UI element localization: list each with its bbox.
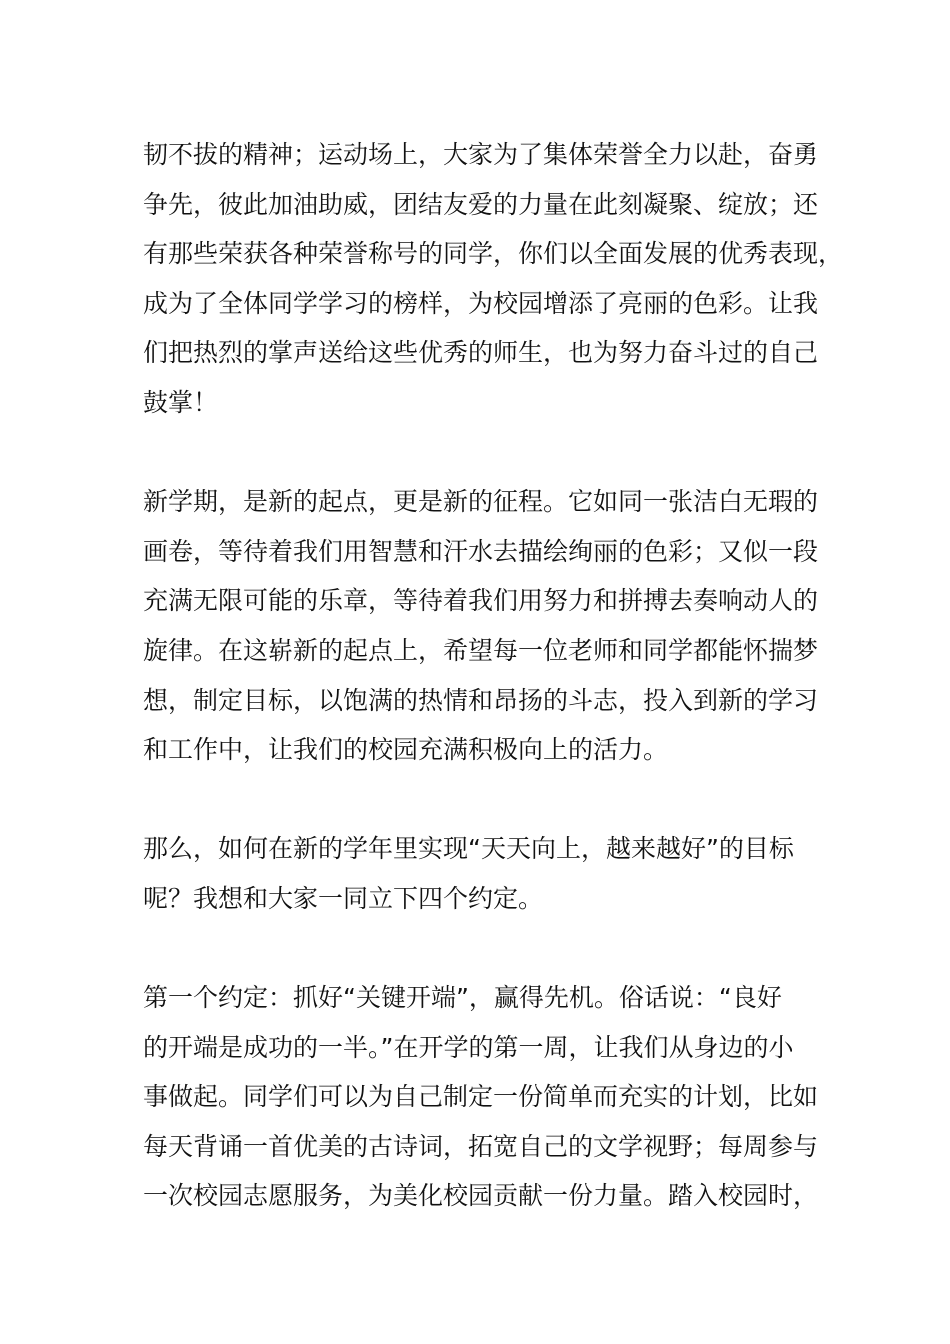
text-line: 新学期，是新的起点，更是新的征程。它如同一张洁白无瑕的 (143, 487, 819, 517)
text-line: 呢？我想和大家一同立下四个约定。 (143, 883, 544, 913)
text-line: 每天背诵一首优美的古诗词，拓宽自己的文学视野；每周参与 (143, 1131, 819, 1161)
text-line: 争先，彼此加油助威，团结友爱的力量在此刻凝聚、绽放；还 (143, 189, 819, 219)
text-line: 韧不拔的精神；运动场上，大家为了集体荣誉全力以赴，奋勇 (143, 140, 819, 169)
document-body (143, 130, 844, 1271)
text-line: 和工作中，让我们的校园充满积极向上的活力。 (143, 735, 669, 765)
paragraph (143, 477, 833, 775)
text-line: 想，制定目标，以饱满的热情和昂扬的斗志，投入到新的学习 (143, 685, 819, 715)
text-line: 的开端是成功的一半。”在开学的第一周，让我们从身边的小 (143, 1032, 794, 1062)
paragraph (143, 973, 833, 1221)
text-line: 事做起。同学们可以为自己制定一份简单而充实的计划，比如 (143, 1082, 819, 1112)
text-line: 成为了全体同学学习的榜样，为校园增添了亮丽的色彩。让我 (143, 288, 819, 318)
text-line: 有那些荣获各种荣誉称号的同学，你们以全面发展的优秀表现， (143, 239, 844, 269)
paragraph (143, 130, 844, 428)
text-line: 鼓掌！ (143, 387, 219, 417)
text-line: 旋律。在这崭新的起点上，希望每一位老师和同学都能怀揣梦 (143, 635, 819, 665)
text-line: 们把热烈的掌声送给这些优秀的师生，也为努力奋斗过的自己 (143, 338, 819, 368)
paragraph (143, 824, 833, 923)
text-line: 一次校园志愿服务，为美化校园贡献一份力量。踏入校园时， (143, 1181, 819, 1211)
text-line: 第一个约定：抓好“关键开端”，赢得先机。俗话说：“良好 (143, 983, 782, 1013)
text-line: 充满无限可能的乐章，等待着我们用努力和拼搏去奏响动人的 (143, 586, 819, 616)
text-line: 那么，如何在新的学年里实现“天天向上，越来越好”的目标 (143, 834, 794, 864)
text-line: 画卷，等待着我们用智慧和汗水去描绘绚丽的色彩；又似一段 (143, 536, 819, 566)
